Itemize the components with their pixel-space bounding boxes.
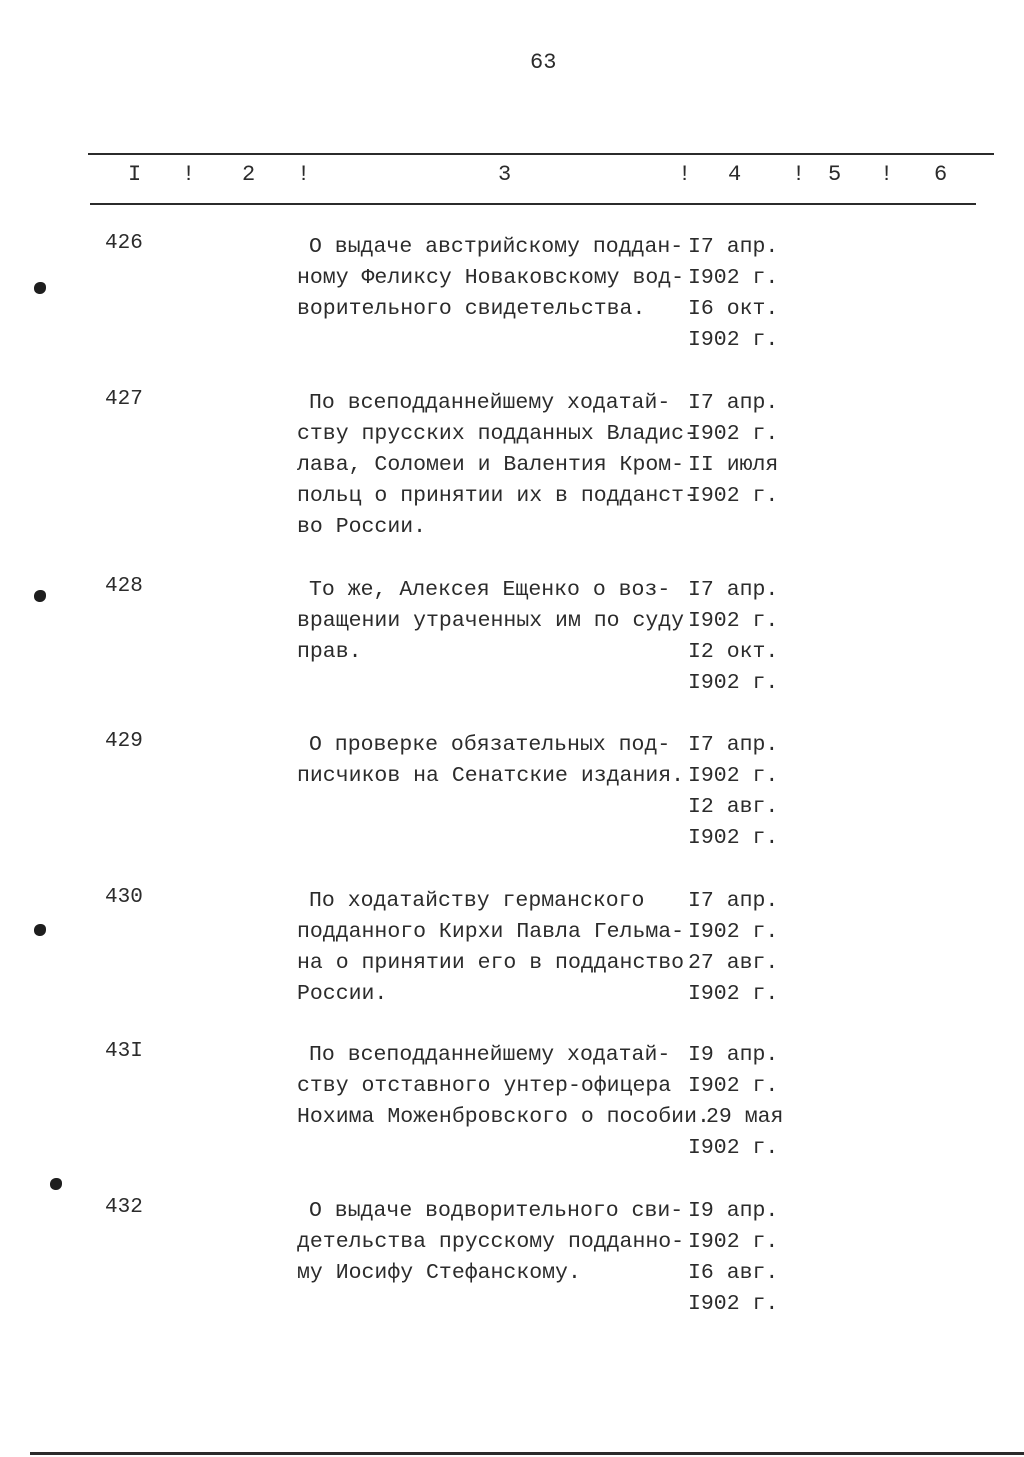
binder-hole-mark — [34, 590, 46, 602]
title-line: ству отставного унтер-офицера — [297, 1074, 672, 1098]
binder-hole-mark — [50, 1178, 62, 1190]
column-separator: ! — [792, 162, 806, 187]
entry-dates — [688, 886, 778, 1010]
entry-title — [297, 1196, 692, 1289]
entry-title — [297, 388, 697, 543]
entry-number: 43I — [105, 1040, 143, 1063]
entry-number: 432 — [105, 1196, 143, 1219]
title-line: То же, Алексея Ещенко о воз- — [309, 578, 671, 602]
date-line: I7 апр. — [688, 733, 779, 757]
title-line: ству прусских подданных Владис- — [297, 422, 697, 446]
title-line: детельства прусскому подданно- — [297, 1230, 685, 1254]
date-line: I902 г. — [688, 920, 779, 944]
date-line: I7 апр. — [688, 235, 779, 259]
date-line: I902 г. — [688, 609, 779, 633]
entry-number: 428 — [105, 575, 143, 598]
date-line: II июля — [688, 453, 779, 477]
date-line: I7 апр. — [688, 391, 779, 415]
date-line: I902 г. — [688, 1292, 779, 1316]
title-line: По всеподданнейшему ходатай- — [309, 391, 671, 415]
column-separator: ! — [297, 162, 311, 187]
date-line: I902 г. — [688, 826, 779, 850]
date-line: I902 г. — [688, 982, 779, 1006]
title-line: польц о принятии их в подданст- — [297, 484, 697, 508]
title-line: О выдаче австрийскому поддан- — [309, 235, 684, 259]
binder-hole-mark — [34, 924, 46, 936]
entry-dates — [688, 1040, 783, 1164]
column-separator: ! — [678, 162, 692, 187]
column-header-5: 5 — [828, 162, 842, 187]
title-line: Нохима Моженбровского о пособии. — [297, 1105, 710, 1129]
entry-number: 426 — [105, 232, 143, 255]
date-line: I902 г. — [688, 1074, 779, 1098]
entry-dates — [688, 232, 778, 356]
entry-title — [297, 730, 692, 792]
entry-dates — [688, 1196, 778, 1320]
date-line: I6 окт. — [688, 297, 779, 321]
title-line: России. — [297, 982, 388, 1006]
date-line: I9 апр. — [688, 1199, 779, 1223]
column-header-2: 2 — [242, 162, 256, 187]
entry-number: 427 — [105, 388, 143, 411]
date-line: I902 г. — [688, 671, 779, 695]
column-separator: ! — [182, 162, 196, 187]
title-line: ному Феликсу Новаковскому вод- — [297, 266, 685, 290]
date-line: I9 апр. — [688, 1043, 779, 1067]
title-line: му Иосифу Стефанскому. — [297, 1261, 581, 1285]
entry-title — [297, 1040, 710, 1133]
date-line: I902 г. — [688, 1136, 779, 1160]
date-line: 27 авг. — [688, 951, 779, 975]
column-header-3: 3 — [498, 162, 512, 187]
entry-dates — [688, 388, 778, 512]
entry-title — [297, 232, 692, 325]
title-line: на о принятии его в подданство — [297, 951, 685, 975]
title-line: По всеподданнейшему ходатай- — [309, 1043, 671, 1067]
column-separator: ! — [880, 162, 894, 187]
binder-hole-mark — [34, 282, 46, 294]
entry-dates — [688, 575, 778, 699]
title-line: О проверке обязательных под- — [309, 733, 671, 757]
title-line: подданного Кирхи Павла Гельма- — [297, 920, 685, 944]
entry-title — [297, 886, 692, 1010]
entry-dates — [688, 730, 778, 854]
date-line: I7 апр. — [688, 889, 779, 913]
title-line: вращении утраченных им по суду — [297, 609, 685, 633]
date-line: I6 авг. — [688, 1261, 779, 1285]
title-line: во России. — [297, 515, 427, 539]
title-line: По ходатайству германского — [309, 889, 645, 913]
title-line: О выдаче водворительного сви- — [309, 1199, 684, 1223]
column-header-6: 6 — [934, 162, 948, 187]
date-line: I902 г. — [688, 764, 779, 788]
entry-number: 429 — [105, 730, 143, 753]
page-bottom-edge — [30, 1452, 1024, 1455]
entry-number: 430 — [105, 886, 143, 909]
title-line: писчиков на Сенатские издания. — [297, 764, 685, 788]
date-line: I902 г. — [688, 484, 779, 508]
page-number: 63 — [530, 50, 557, 75]
date-line: I902 г. — [688, 266, 779, 290]
date-line: 29 мая — [706, 1105, 784, 1129]
table-top-rule — [88, 153, 994, 155]
column-header-1: I — [128, 162, 142, 187]
date-line: I902 г. — [688, 422, 779, 446]
title-line: лава, Соломеи и Валентия Кром- — [297, 453, 685, 477]
entry-title — [297, 575, 692, 668]
column-header-4: 4 — [728, 162, 742, 187]
date-line: I2 авг. — [688, 795, 779, 819]
table-header-rule — [90, 203, 976, 205]
date-line: I902 г. — [688, 1230, 779, 1254]
date-line: I7 апр. — [688, 578, 779, 602]
title-line: прав. — [297, 640, 362, 664]
date-line: I902 г. — [688, 328, 779, 352]
date-line: I2 окт. — [688, 640, 779, 664]
title-line: ворительного свидетельства. — [297, 297, 646, 321]
